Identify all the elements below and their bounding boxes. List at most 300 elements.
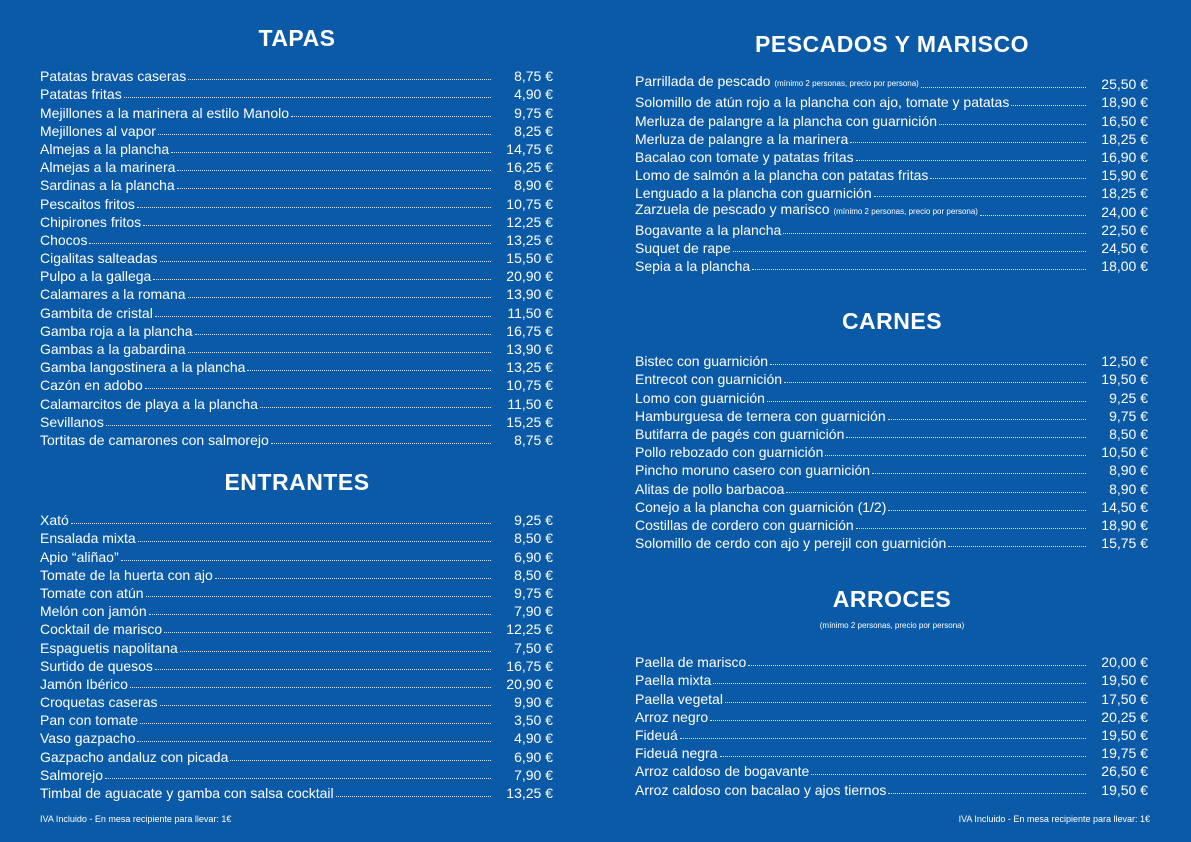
menu-item-name bbox=[40, 694, 158, 710]
dot-leader bbox=[930, 178, 1086, 179]
menu-item-price: 15,50 € bbox=[506, 250, 553, 267]
menu-item-price: 3,50 € bbox=[514, 712, 553, 729]
menu-item bbox=[40, 102, 553, 120]
menu-item-name-text: Parrillada de pescado bbox=[635, 73, 771, 90]
menu-item-name-text: Tomate de la huerta con ajo bbox=[40, 566, 213, 583]
dot-leader bbox=[160, 705, 491, 706]
menu-item bbox=[40, 321, 553, 339]
menu-item-name-text: Chipirones fritos bbox=[40, 213, 142, 230]
menu-item-price: 16,90 € bbox=[1101, 148, 1148, 165]
menu-item bbox=[40, 430, 553, 448]
menu-item-price: 12,25 € bbox=[506, 621, 553, 638]
menu-item bbox=[40, 230, 553, 248]
menu-item-name bbox=[635, 654, 746, 670]
dot-leader bbox=[89, 243, 491, 244]
dot-leader bbox=[939, 124, 1086, 125]
dot-leader bbox=[106, 425, 491, 426]
dot-leader bbox=[121, 560, 491, 561]
dot-leader bbox=[752, 269, 1086, 270]
menu-item-price: 8,90 € bbox=[1109, 462, 1148, 479]
menu-item-name bbox=[635, 745, 718, 761]
dot-leader bbox=[291, 116, 491, 117]
menu-item bbox=[635, 707, 1148, 725]
menu-item-name bbox=[40, 177, 175, 193]
menu-item-price: 7,90 € bbox=[514, 603, 553, 620]
menu-item-name bbox=[40, 414, 104, 430]
dot-leader bbox=[271, 443, 491, 444]
menu-item-name-text: Xató bbox=[40, 512, 69, 529]
menu-item-name bbox=[635, 390, 765, 406]
dot-leader bbox=[725, 702, 1086, 703]
menu-item bbox=[40, 728, 553, 746]
menu-item bbox=[635, 147, 1148, 165]
menu-item-price: 24,00 € bbox=[1101, 203, 1148, 220]
menu-item-price: 13,25 € bbox=[506, 359, 553, 376]
menu-item-price: 4,90 € bbox=[514, 730, 553, 747]
menu-item-name bbox=[40, 512, 69, 528]
dot-leader bbox=[155, 316, 491, 317]
menu-item-price: 4,90 € bbox=[514, 86, 553, 103]
carnes-list bbox=[635, 351, 1148, 551]
menu-item-price: 11,50 € bbox=[507, 304, 553, 321]
menu-item-name-text: Calamares a la romana bbox=[40, 286, 186, 303]
menu-item-name-text: Ensalada mixta bbox=[40, 530, 136, 547]
dot-leader bbox=[137, 741, 491, 742]
menu-item-price: 18,25 € bbox=[1101, 185, 1148, 202]
footer-note-right: IVA Incluido - En mesa recipiente para llevar: 1€ bbox=[958, 814, 1150, 824]
menu-item bbox=[40, 139, 553, 157]
menu-item bbox=[40, 157, 553, 175]
menu-item-name bbox=[40, 232, 87, 248]
menu-item-name-text: Fideuá negra bbox=[635, 745, 718, 762]
menu-item-name-text: Suquet de rape bbox=[635, 239, 731, 256]
menu-item-price: 10,75 € bbox=[506, 377, 553, 394]
menu-item-name bbox=[635, 709, 708, 725]
menu-item bbox=[40, 248, 553, 266]
menu-item bbox=[40, 84, 553, 102]
dot-leader bbox=[713, 683, 1086, 684]
menu-item bbox=[40, 692, 553, 710]
menu-item-name-text: Merluza de palangre a la plancha con guarnición bbox=[635, 112, 937, 129]
menu-item bbox=[635, 369, 1148, 387]
dot-leader bbox=[336, 796, 491, 797]
dot-leader bbox=[786, 492, 1086, 493]
menu-item-price: 15,25 € bbox=[506, 413, 553, 430]
menu-item-name-text: Hamburguesa de ternera con guarnición bbox=[635, 407, 886, 424]
menu-item-price: 12,50 € bbox=[1101, 353, 1148, 370]
menu-item-price: 16,75 € bbox=[506, 657, 553, 674]
menu-item-name bbox=[40, 123, 156, 139]
menu-item-name bbox=[635, 408, 886, 424]
dot-leader bbox=[171, 152, 491, 153]
menu-item-price: 13,90 € bbox=[506, 341, 553, 357]
menu-item-name bbox=[635, 499, 886, 515]
menu-item-price: 8,90 € bbox=[514, 177, 553, 194]
dot-leader bbox=[680, 738, 1086, 739]
menu-item-price: 20,00 € bbox=[1101, 654, 1148, 671]
dot-leader bbox=[888, 419, 1086, 420]
menu-item bbox=[635, 165, 1148, 183]
menu-item-name-text: Sevillanos bbox=[40, 413, 104, 430]
menu-item bbox=[40, 375, 553, 393]
dot-leader bbox=[767, 401, 1086, 402]
dot-leader bbox=[846, 437, 1086, 438]
menu-item bbox=[40, 266, 553, 284]
menu-item-price: 13,25 € bbox=[506, 231, 553, 248]
menu-item-price: 19,75 € bbox=[1101, 745, 1148, 762]
menu-item-price: 8,50 € bbox=[1109, 425, 1148, 442]
menu-item-price: 18,90 € bbox=[1101, 516, 1148, 533]
menu-item bbox=[635, 497, 1148, 515]
menu-item-price: 15,75 € bbox=[1101, 535, 1148, 552]
footer-note-left: IVA Incluido - En mesa recipiente para llevar: 1€ bbox=[40, 814, 232, 824]
menu-item-price: 9,75 € bbox=[514, 584, 553, 601]
dot-leader bbox=[177, 170, 491, 171]
menu-item-name bbox=[40, 640, 178, 656]
menu-item-price: 7,50 € bbox=[514, 639, 553, 656]
dot-leader bbox=[137, 207, 491, 208]
dot-leader bbox=[158, 134, 491, 135]
menu-item-name-text: Butifarra de pagés con guarnición bbox=[635, 425, 845, 442]
menu-item-name bbox=[635, 535, 946, 551]
menu-item-name-text: Espaguetis napolitana bbox=[40, 639, 178, 656]
menu-item-name-text: Cocktail de marisco bbox=[40, 621, 163, 638]
menu-item-name bbox=[635, 517, 854, 533]
dot-leader bbox=[888, 793, 1086, 794]
menu-item-price: 18,90 € bbox=[1101, 94, 1148, 111]
menu-item-price: 9,25 € bbox=[514, 512, 553, 529]
menu-item-name-text: Gazpacho andaluz con picada bbox=[40, 748, 229, 765]
menu-item-name bbox=[635, 763, 809, 779]
menu-item-name bbox=[635, 94, 1009, 110]
dot-leader bbox=[188, 297, 491, 298]
menu-item-name bbox=[40, 377, 143, 393]
menu-item-price: 8,50 € bbox=[514, 566, 553, 583]
menu-item-name bbox=[635, 73, 919, 92]
menu-item-price: 18,25 € bbox=[1101, 130, 1148, 147]
menu-item bbox=[40, 412, 553, 430]
menu-item bbox=[40, 765, 553, 783]
menu-item-name bbox=[40, 141, 169, 157]
menu-item-name bbox=[635, 462, 870, 478]
menu-item-price: 8,50 € bbox=[514, 530, 553, 547]
dot-leader bbox=[124, 97, 491, 98]
menu-item-name bbox=[635, 167, 928, 183]
dot-leader bbox=[195, 334, 491, 335]
menu-item bbox=[40, 193, 553, 211]
section-title-entrantes: ENTRANTES bbox=[224, 469, 370, 495]
menu-item bbox=[635, 761, 1148, 779]
menu-item-price: 8,75 € bbox=[514, 68, 553, 85]
menu-item bbox=[635, 515, 1148, 533]
dot-leader bbox=[130, 687, 491, 688]
dot-leader bbox=[948, 546, 1086, 547]
menu-item-price: 9,25 € bbox=[1109, 389, 1148, 406]
menu-item-name bbox=[40, 567, 213, 583]
menu-item-name-text: Calamarcitos de playa a la plancha bbox=[40, 395, 258, 412]
dot-leader bbox=[146, 596, 491, 597]
menu-item-name bbox=[635, 240, 731, 256]
menu-item-name-text: Jamón Ibérico bbox=[40, 675, 128, 692]
menu-item bbox=[40, 339, 553, 357]
menu-item-name bbox=[635, 672, 711, 688]
menu-item-price: 20,90 € bbox=[506, 675, 553, 692]
menu-item-name bbox=[635, 185, 872, 201]
menu-item-name bbox=[40, 286, 186, 302]
menu-item-note: (mínimo 2 personas, precio por persona) bbox=[774, 79, 919, 89]
menu-item bbox=[635, 533, 1148, 551]
pescados-list bbox=[635, 74, 1148, 274]
menu-item-name-text: Paella vegetal bbox=[635, 690, 723, 707]
menu-item-price: 11,50 € bbox=[507, 395, 553, 412]
menu-item-name-text: Mejillones al vapor bbox=[40, 122, 156, 139]
dot-leader bbox=[149, 614, 491, 615]
menu-item bbox=[635, 183, 1148, 201]
menu-item-name-text: Pescaitos fritos bbox=[40, 195, 135, 212]
dot-leader bbox=[811, 774, 1086, 775]
menu-item bbox=[40, 528, 553, 546]
menu-item-name-text: Lomo de salmón a la plancha con patatas fritas bbox=[635, 167, 929, 184]
menu-item bbox=[635, 442, 1148, 460]
entrantes-list bbox=[40, 510, 553, 801]
menu-item bbox=[635, 670, 1148, 688]
menu-item bbox=[635, 201, 1148, 219]
menu-item-price: 25,50 € bbox=[1101, 76, 1148, 93]
menu-item bbox=[635, 92, 1148, 110]
section-title-carnes: CARNES bbox=[841, 308, 943, 334]
menu-item-name bbox=[40, 767, 103, 783]
menu-item-price: 8,90 € bbox=[1109, 480, 1148, 497]
menu-item-name-text: Paella mixta bbox=[635, 672, 712, 689]
menu-item bbox=[635, 460, 1148, 478]
dot-leader bbox=[145, 388, 491, 389]
dot-leader bbox=[1011, 105, 1086, 106]
menu-item-name bbox=[40, 159, 175, 175]
menu-item-price: 19,50 € bbox=[1101, 781, 1148, 798]
menu-item-price: 7,90 € bbox=[514, 766, 553, 783]
menu-item-name-text: Arroz caldoso con bacalao y ajos tiernos bbox=[635, 781, 887, 798]
menu-item bbox=[40, 637, 553, 655]
menu-item-price: 24,50 € bbox=[1101, 239, 1148, 256]
menu-item bbox=[635, 238, 1148, 256]
menu-item bbox=[40, 674, 553, 692]
menu-item-name-text: Gamba langostinera a la plancha bbox=[40, 359, 246, 376]
menu-item bbox=[40, 783, 553, 801]
dot-leader bbox=[980, 215, 1086, 216]
menu-item bbox=[40, 510, 553, 528]
menu-item-name bbox=[40, 250, 158, 266]
menu-item-price: 13,90 € bbox=[506, 286, 553, 303]
menu-item-price: 16,25 € bbox=[506, 159, 553, 176]
menu-item bbox=[40, 746, 553, 764]
menu-item-name bbox=[40, 749, 228, 765]
menu-item-price: 6,90 € bbox=[514, 548, 553, 565]
menu-item bbox=[40, 212, 553, 230]
menu-item-name-text: Entrecot con guarnición bbox=[635, 371, 783, 388]
dot-leader bbox=[783, 233, 1086, 234]
menu-item-name bbox=[40, 268, 151, 284]
menu-item-name-text: Vaso gazpacho bbox=[40, 730, 136, 747]
arroces-note: (mínimo 2 personas, precio por persona) bbox=[819, 621, 965, 630]
menu-item-name-text: Paella de marisco bbox=[635, 654, 747, 671]
menu-item-name bbox=[40, 530, 136, 546]
menu-item bbox=[40, 656, 553, 674]
menu-item-name bbox=[635, 371, 782, 387]
menu-item-name bbox=[40, 68, 186, 84]
menu-item-name bbox=[635, 691, 723, 707]
menu-item-price: 8,75 € bbox=[514, 431, 553, 448]
menu-item-price: 16,50 € bbox=[1101, 112, 1148, 129]
menu-item-price: 17,50 € bbox=[1101, 690, 1148, 707]
dot-leader bbox=[215, 578, 491, 579]
menu-item-name-text: Tomate con atún bbox=[40, 584, 144, 601]
menu-item bbox=[40, 284, 553, 302]
menu-item-name-text: Apio “aliñao” bbox=[40, 548, 119, 565]
menu-item-name bbox=[40, 396, 258, 412]
dot-leader bbox=[140, 723, 491, 724]
menu-item-name-text: Fideuá bbox=[635, 726, 678, 743]
menu-item-name-text: Arroz caldoso de bogavante bbox=[635, 763, 810, 780]
menu-item-name-text: Almejas a la plancha bbox=[40, 140, 170, 157]
dot-leader bbox=[825, 455, 1086, 456]
menu-item-price: 12,25 € bbox=[506, 213, 553, 230]
menu-item-name-text: Sardinas a la plancha bbox=[40, 177, 175, 194]
menu-item-name bbox=[40, 712, 138, 728]
menu-item bbox=[635, 110, 1148, 128]
menu-item-name bbox=[40, 730, 135, 746]
arroces-list bbox=[635, 652, 1148, 798]
menu-item-name-text: Almejas a la marinera bbox=[40, 159, 176, 176]
menu-item-price: 20,90 € bbox=[506, 268, 553, 285]
menu-item bbox=[40, 121, 553, 139]
menu-item-name-text: Lenguado a la plancha con guarnición bbox=[635, 185, 872, 202]
menu-item-name-text: Sepia a la plancha bbox=[635, 258, 751, 275]
menu-item-name bbox=[40, 432, 269, 448]
menu-item-name bbox=[40, 549, 119, 565]
dot-leader bbox=[856, 528, 1086, 529]
menu-item bbox=[40, 710, 553, 728]
menu-item-price: 9,75 € bbox=[1109, 407, 1148, 424]
dot-leader bbox=[177, 188, 491, 189]
menu-item-name bbox=[635, 149, 854, 165]
menu-item-name bbox=[635, 727, 678, 743]
menu-item-name-text: Bistec con guarnición bbox=[635, 353, 769, 370]
menu-item-name-text: Melón con jamón bbox=[40, 603, 147, 620]
menu-item bbox=[40, 357, 553, 375]
menu-item-name-text: Gambas a la gabardina bbox=[40, 341, 186, 357]
dot-leader bbox=[784, 382, 1086, 383]
dot-leader bbox=[138, 541, 491, 542]
menu-item-name bbox=[635, 201, 978, 220]
menu-item bbox=[635, 725, 1148, 743]
menu-item bbox=[40, 302, 553, 320]
menu-item bbox=[635, 743, 1148, 761]
menu-item-name-text: Croquetas caseras bbox=[40, 694, 158, 711]
menu-item-name-text: Mejillones a la marinera al estilo Manolo bbox=[40, 104, 290, 121]
tapas-list bbox=[40, 66, 553, 448]
dot-leader bbox=[247, 370, 491, 371]
menu-item bbox=[40, 546, 553, 564]
menu-item-name-text: Bogavante a la plancha bbox=[635, 221, 782, 238]
menu-item-name-text: Costillas de cordero con guarnición bbox=[635, 516, 854, 533]
menu-item-name bbox=[40, 305, 153, 321]
menu-item bbox=[635, 406, 1148, 424]
menu-item-price: 22,50 € bbox=[1101, 221, 1148, 238]
menu-item-name bbox=[635, 481, 784, 497]
menu-item-name-text: Surtido de quesos bbox=[40, 657, 153, 674]
menu-item-price: 19,50 € bbox=[1101, 371, 1148, 388]
menu-item-price: 14,75 € bbox=[506, 140, 553, 157]
menu-item-name bbox=[40, 196, 135, 212]
dot-leader bbox=[230, 760, 491, 761]
menu-item-name-text: Solomillo de cerdo con ajo y perejil con guarnición bbox=[635, 535, 947, 552]
menu-item-name-text: Pollo rebozado con guarnición bbox=[635, 444, 824, 461]
menu-item bbox=[40, 393, 553, 411]
menu-item bbox=[635, 220, 1148, 238]
dot-leader bbox=[720, 756, 1086, 757]
menu-item-name bbox=[40, 341, 186, 357]
menu-item-name-text: Gamba roja a la plancha bbox=[40, 322, 193, 339]
menu-item-name-text: Timbal de aguacate y gamba con salsa cocktail bbox=[40, 785, 334, 801]
menu-item-price: 19,50 € bbox=[1101, 672, 1148, 689]
menu-item-name-text: Gambita de cristal bbox=[40, 304, 153, 321]
menu-item-name bbox=[635, 426, 844, 442]
menu-item-price: 10,50 € bbox=[1101, 444, 1148, 461]
menu-item-name-text: Cigalitas salteadas bbox=[40, 250, 158, 267]
menu-item-note: (mínimo 2 personas, precio por persona) bbox=[833, 206, 978, 216]
dot-leader bbox=[260, 407, 491, 408]
menu-item-name-text: Lomo con guarnición bbox=[635, 389, 765, 406]
dot-leader bbox=[921, 87, 1086, 88]
menu-item-name-text: Arroz negro bbox=[635, 708, 709, 725]
dot-leader bbox=[105, 778, 491, 779]
dot-leader bbox=[164, 632, 491, 633]
dot-leader bbox=[180, 651, 491, 652]
menu-item-name bbox=[40, 621, 162, 637]
menu-item-name-text: Salmorejo bbox=[40, 766, 104, 783]
menu-item-name-text: Zarzuela de pescado y marisco bbox=[635, 200, 830, 217]
menu-item-price: 26,50 € bbox=[1101, 763, 1148, 780]
menu-item bbox=[40, 619, 553, 637]
menu-item-price: 10,75 € bbox=[506, 195, 553, 212]
dot-leader bbox=[155, 669, 491, 670]
menu-item-name bbox=[40, 214, 141, 230]
menu-item-name bbox=[40, 603, 147, 619]
dot-leader bbox=[874, 196, 1086, 197]
menu-item-name bbox=[635, 444, 823, 460]
menu-item bbox=[40, 66, 553, 84]
menu-item-name bbox=[40, 86, 122, 102]
dot-leader bbox=[188, 352, 491, 353]
dot-leader bbox=[888, 510, 1086, 511]
menu-item-price: 18,00 € bbox=[1101, 258, 1148, 275]
menu-item-name bbox=[40, 105, 289, 121]
dot-leader bbox=[850, 142, 1086, 143]
menu-item-name bbox=[635, 353, 768, 369]
menu-item bbox=[40, 583, 553, 601]
menu-item-name bbox=[635, 113, 937, 129]
dot-leader bbox=[153, 279, 491, 280]
menu-item-name-text: Pan con tomate bbox=[40, 712, 139, 729]
menu-item-price: 14,50 € bbox=[1101, 498, 1148, 515]
menu-item-name bbox=[40, 658, 153, 674]
menu-item-price: 19,50 € bbox=[1101, 726, 1148, 743]
menu-item-name bbox=[635, 222, 781, 238]
menu-item-name bbox=[40, 585, 144, 601]
menu-item-price: 9,90 € bbox=[514, 694, 553, 711]
menu-item-price: 16,75 € bbox=[506, 322, 553, 339]
dot-leader bbox=[160, 261, 491, 262]
